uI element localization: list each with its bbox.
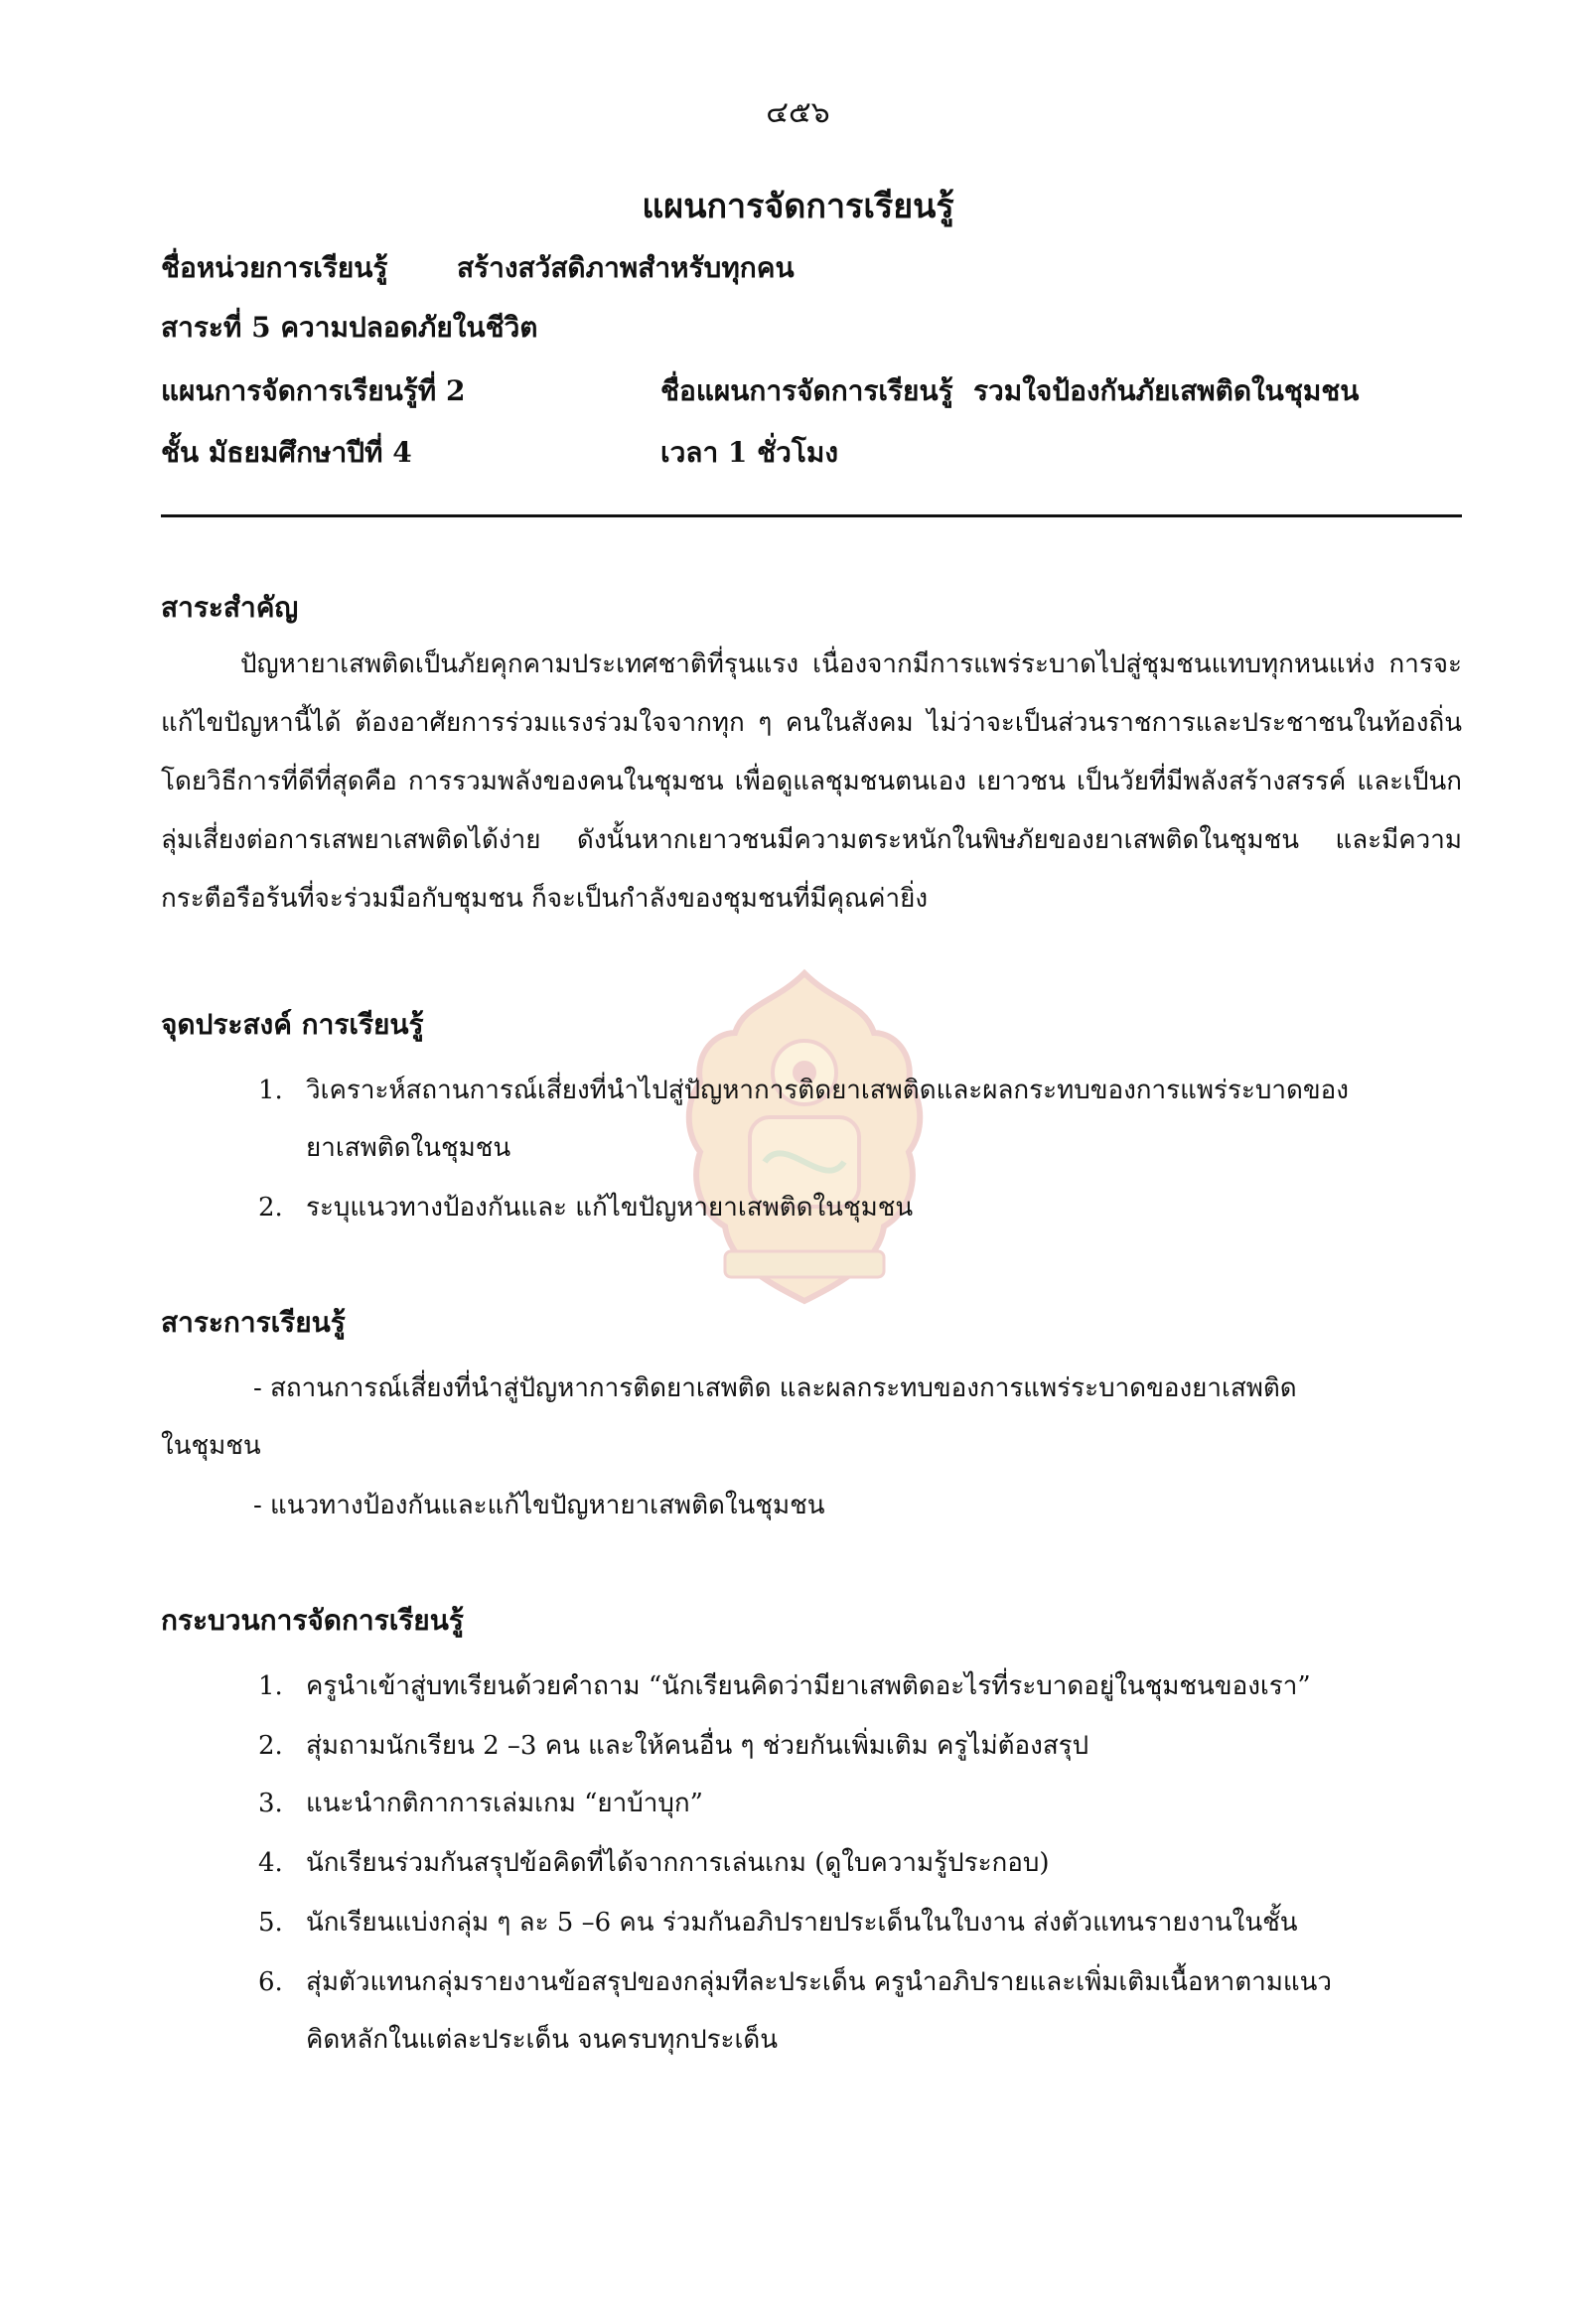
objective-continuation: ยาเสพติดในชุมชน [306,1133,511,1163]
objective-number: 1. [258,1076,283,1105]
process-step [258,1833,1050,1893]
content-item-continuation: ในชุมชน [161,1431,261,1461]
step-number: 2. [258,1731,283,1761]
objective-item [258,1178,914,1237]
step-number: 1. [258,1671,283,1701]
process-step [258,1893,1298,1952]
process-step [258,1656,1311,1716]
time-line: เวลา 1 ชั่วโมง [660,436,839,469]
process-step [258,1716,1089,1776]
step-number: 6. [258,1967,283,1997]
step-number: 3. [258,1789,283,1818]
unit-value: สร้างสวัสดิภาพสำหรับทุกคน [457,251,795,284]
step-text: นักเรียนแบ่งกลุ่ม ๆ ละ 5 –6 คน ร่วมกันอภิปรายประเด็นในใบงาน ส่งตัวแทนรายงานในชั้น [306,1908,1298,1938]
plan-name-value: รวมใจป้องกันภัยเสพติดในชุมชน [973,374,1360,407]
step-number: 4. [258,1848,283,1878]
essence-heading: สาระสำคัญ [161,591,299,624]
process-heading: กระบวนการจัดการเรียนรู้ [161,1604,464,1637]
essence-paragraph [161,636,1462,929]
strand-line: สาระที่ 5 ความปลอดภัยในชีวิต [161,311,538,344]
plan-name-label: ชื่อแผนการจัดการเรียนรู้ [660,374,953,407]
step-number: 5. [258,1908,283,1938]
step-text: สุ่มถามนักเรียน 2 –3 คน และให้คนอื่น ๆ ช่วยกันเพิ่มเติม ครูไม่ต้องสรุป [306,1731,1089,1761]
step-text: สุ่มตัวแทนกลุ่มรายงานข้อสรุปของกลุ่มทีละประเด็น ครูนำอภิปรายและเพิ่มเติมเนื้อหาตามแนว [306,1967,1333,1997]
process-step [258,1952,1333,2012]
essence-text: ปัญหายาเสพติดเป็นภัยคุกคามประเทศชาติที่รุนแรง เนื่องจากมีการแพร่ระบาดไปสู่ชุมชนแทบทุกหนแห่ง การจะแก้ไขปัญหานี้ได้ ต้องอาศัยการร่วมแรงร่วมใจจากทุก ๆ คนในสังคม ไม่ว่าจะเป็นส่วนราชการและประชาชนในท้องถิ่น โดยวิธีการที่ดีที่สุดคือ การรวมพลังของคนในชุมชน เพื่อดูแลชุมชนตนเอง เยาวชน เป็นวัยที่มีพลังสร้างสรรค์ และเป็นกลุ่มเสี่ยงต่อการเสพยาเสพติดได้ง่าย ดังนั้นหากเยาวชนมีความตระหนักในพิษภัยของยาเสพติดในชุมชน และมีความกระตือรือร้นที่จะร่วมมือกับชุมชน ก็จะเป็นกำลังของชุมชนที่มีคุณค่ายิ่ง [161,649,1462,914]
content-item: - แนวทางป้องกันและแก้ไขปัญหายาเสพติดในชุมชน [253,1491,825,1520]
process-step-continuation: คิดหลักในแต่ละประเด็น จนครบทุกประเด็น [306,2025,779,2055]
objective-text: ระบุแนวทางป้องกันและ แก้ไขปัญหายาเสพติดในชุมชน [306,1193,914,1223]
plan-number: แผนการจัดการเรียนรู้ที่ 2 [161,374,466,407]
unit-label: ชื่อหน่วยการเรียนรู้ [161,251,388,284]
step-text: ครูนำเข้าสู่บทเรียนด้วยคำถาม “นักเรียนคิดว่ามียาเสพติดอะไรที่ระบาดอยู่ในชุมชนของเรา” [306,1671,1311,1701]
header-divider [161,514,1462,517]
objective-item [258,1061,1349,1120]
step-text: แนะนำกติกาการเล่มเกม “ยาบ้าบุก” [306,1789,703,1818]
document-title: แผนการจัดการเรียนรู้ [642,187,954,226]
process-step [258,1774,703,1833]
ministry-emblem-watermark [655,963,953,1321]
objective-text: วิเคราะห์สถานการณ์เสี่ยงที่นำไปสู่ปัญหาการติดยาเสพติดและผลกระทบของการแพร่ระบาดของ [306,1076,1349,1105]
objective-number: 2. [258,1193,283,1223]
content-heading: สาระการเรียนรู้ [161,1306,346,1339]
step-text: นักเรียนร่วมกันสรุปข้อคิดที่ได้จากการเล่นเกม (ดูใบความรู้ประกอบ) [306,1848,1050,1878]
objectives-heading: จุดประสงค์ การเรียนรู้ [161,1008,424,1041]
content-item: - สถานการณ์เสี่ยงที่นำสู่ปัญหาการติดยาเสพติด และผลกระทบของการแพร่ระบาดของยาเสพติด [253,1373,1297,1403]
grade-line: ชั้น มัธยมศึกษาปีที่ 4 [161,436,412,469]
page-number: ๔๕๖ [766,95,830,130]
